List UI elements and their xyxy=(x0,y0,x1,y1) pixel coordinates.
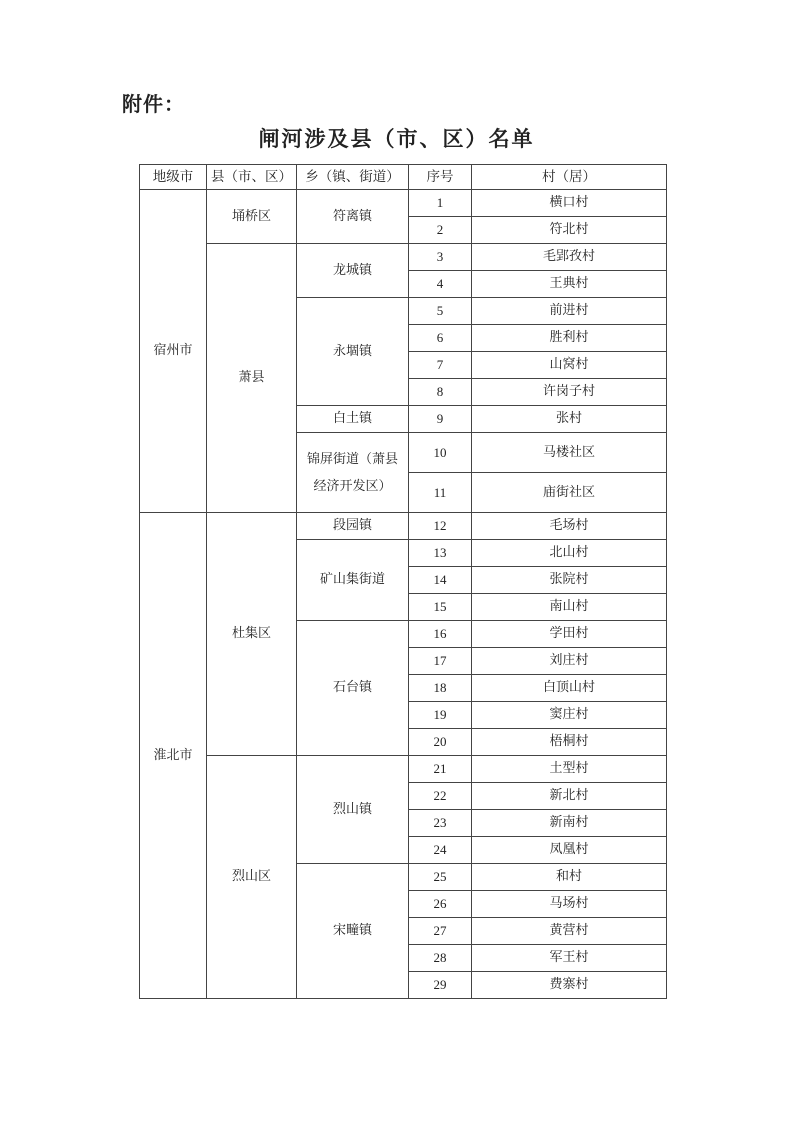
village-cell: 王典村 xyxy=(472,271,667,298)
seq-cell: 7 xyxy=(409,352,472,379)
village-cell: 马场村 xyxy=(472,891,667,918)
seq-cell: 1 xyxy=(409,190,472,217)
table-row xyxy=(140,756,667,783)
village-cell: 和村 xyxy=(472,864,667,891)
header-city: 地级市 xyxy=(140,165,207,190)
village-cell: 新南村 xyxy=(472,810,667,837)
town-cell: 宋疃镇 xyxy=(297,864,409,999)
seq-cell: 5 xyxy=(409,298,472,325)
village-cell: 梧桐村 xyxy=(472,729,667,756)
seq-cell: 22 xyxy=(409,783,472,810)
village-cell: 黄营村 xyxy=(472,918,667,945)
town-cell: 白土镇 xyxy=(297,406,409,433)
village-cell: 毛郢孜村 xyxy=(472,244,667,271)
seq-cell: 8 xyxy=(409,379,472,406)
village-cell: 马楼社区 xyxy=(472,433,667,473)
village-cell: 张院村 xyxy=(472,567,667,594)
village-cell: 凤凰村 xyxy=(472,837,667,864)
town-cell: 段园镇 xyxy=(297,513,409,540)
seq-cell: 10 xyxy=(409,433,472,473)
seq-cell: 6 xyxy=(409,325,472,352)
seq-cell: 14 xyxy=(409,567,472,594)
village-cell: 学田村 xyxy=(472,621,667,648)
seq-cell: 12 xyxy=(409,513,472,540)
village-cell: 山窝村 xyxy=(472,352,667,379)
village-cell: 毛场村 xyxy=(472,513,667,540)
town-cell: 矿山集街道 xyxy=(297,540,409,621)
county-cell: 萧县 xyxy=(207,244,297,513)
table-header-row xyxy=(140,165,667,190)
seq-cell: 25 xyxy=(409,864,472,891)
village-cell: 窦庄村 xyxy=(472,702,667,729)
county-cell: 埇桥区 xyxy=(207,190,297,244)
town-cell-text: 锦屏街道（萧县经济开发区） xyxy=(306,451,398,494)
seq-cell: 16 xyxy=(409,621,472,648)
town-cell: 烈山镇 xyxy=(297,756,409,864)
header-county: 县（市、区） xyxy=(207,165,297,190)
seq-cell: 18 xyxy=(409,675,472,702)
village-cell: 横口村 xyxy=(472,190,667,217)
town-cell: 永堌镇 xyxy=(297,298,409,406)
header-village: 村（居） xyxy=(472,165,667,190)
village-cell: 许岗子村 xyxy=(472,379,667,406)
seq-cell: 24 xyxy=(409,837,472,864)
city-cell: 淮北市 xyxy=(140,513,207,999)
village-cell: 庙街社区 xyxy=(472,473,667,513)
village-list-table xyxy=(139,164,667,999)
village-cell: 土型村 xyxy=(472,756,667,783)
town-cell: 龙城镇 xyxy=(297,244,409,298)
seq-cell: 13 xyxy=(409,540,472,567)
seq-cell: 3 xyxy=(409,244,472,271)
seq-cell: 21 xyxy=(409,756,472,783)
village-cell: 北山村 xyxy=(472,540,667,567)
town-cell: 石台镇 xyxy=(297,621,409,756)
header-town: 乡（镇、街道） xyxy=(297,165,409,190)
seq-cell: 2 xyxy=(409,217,472,244)
village-cell: 费寨村 xyxy=(472,972,667,999)
seq-cell: 29 xyxy=(409,972,472,999)
village-cell: 军王村 xyxy=(472,945,667,972)
seq-cell: 23 xyxy=(409,810,472,837)
seq-cell: 27 xyxy=(409,918,472,945)
seq-cell: 4 xyxy=(409,271,472,298)
town-cell xyxy=(297,433,409,513)
seq-cell: 26 xyxy=(409,891,472,918)
page-title: 闸河涉及县（市、区）名单 xyxy=(258,127,535,151)
attachment-label: 附件： xyxy=(122,92,185,116)
town-cell: 符离镇 xyxy=(297,190,409,244)
seq-cell: 11 xyxy=(409,473,472,513)
village-cell: 白顶山村 xyxy=(472,675,667,702)
table-row xyxy=(140,513,667,540)
seq-cell: 17 xyxy=(409,648,472,675)
table-row xyxy=(140,244,667,271)
county-cell: 杜集区 xyxy=(207,513,297,756)
city-cell: 宿州市 xyxy=(140,190,207,513)
village-cell: 南山村 xyxy=(472,594,667,621)
seq-cell: 20 xyxy=(409,729,472,756)
village-cell: 胜利村 xyxy=(472,325,667,352)
village-cell: 张村 xyxy=(472,406,667,433)
seq-cell: 28 xyxy=(409,945,472,972)
seq-cell: 9 xyxy=(409,406,472,433)
village-cell: 符北村 xyxy=(472,217,667,244)
seq-cell: 19 xyxy=(409,702,472,729)
header-seq: 序号 xyxy=(409,165,472,190)
village-cell: 新北村 xyxy=(472,783,667,810)
seq-cell: 15 xyxy=(409,594,472,621)
table-row xyxy=(140,190,667,217)
village-cell: 刘庄村 xyxy=(472,648,667,675)
county-cell: 烈山区 xyxy=(207,756,297,999)
village-cell: 前进村 xyxy=(472,298,667,325)
